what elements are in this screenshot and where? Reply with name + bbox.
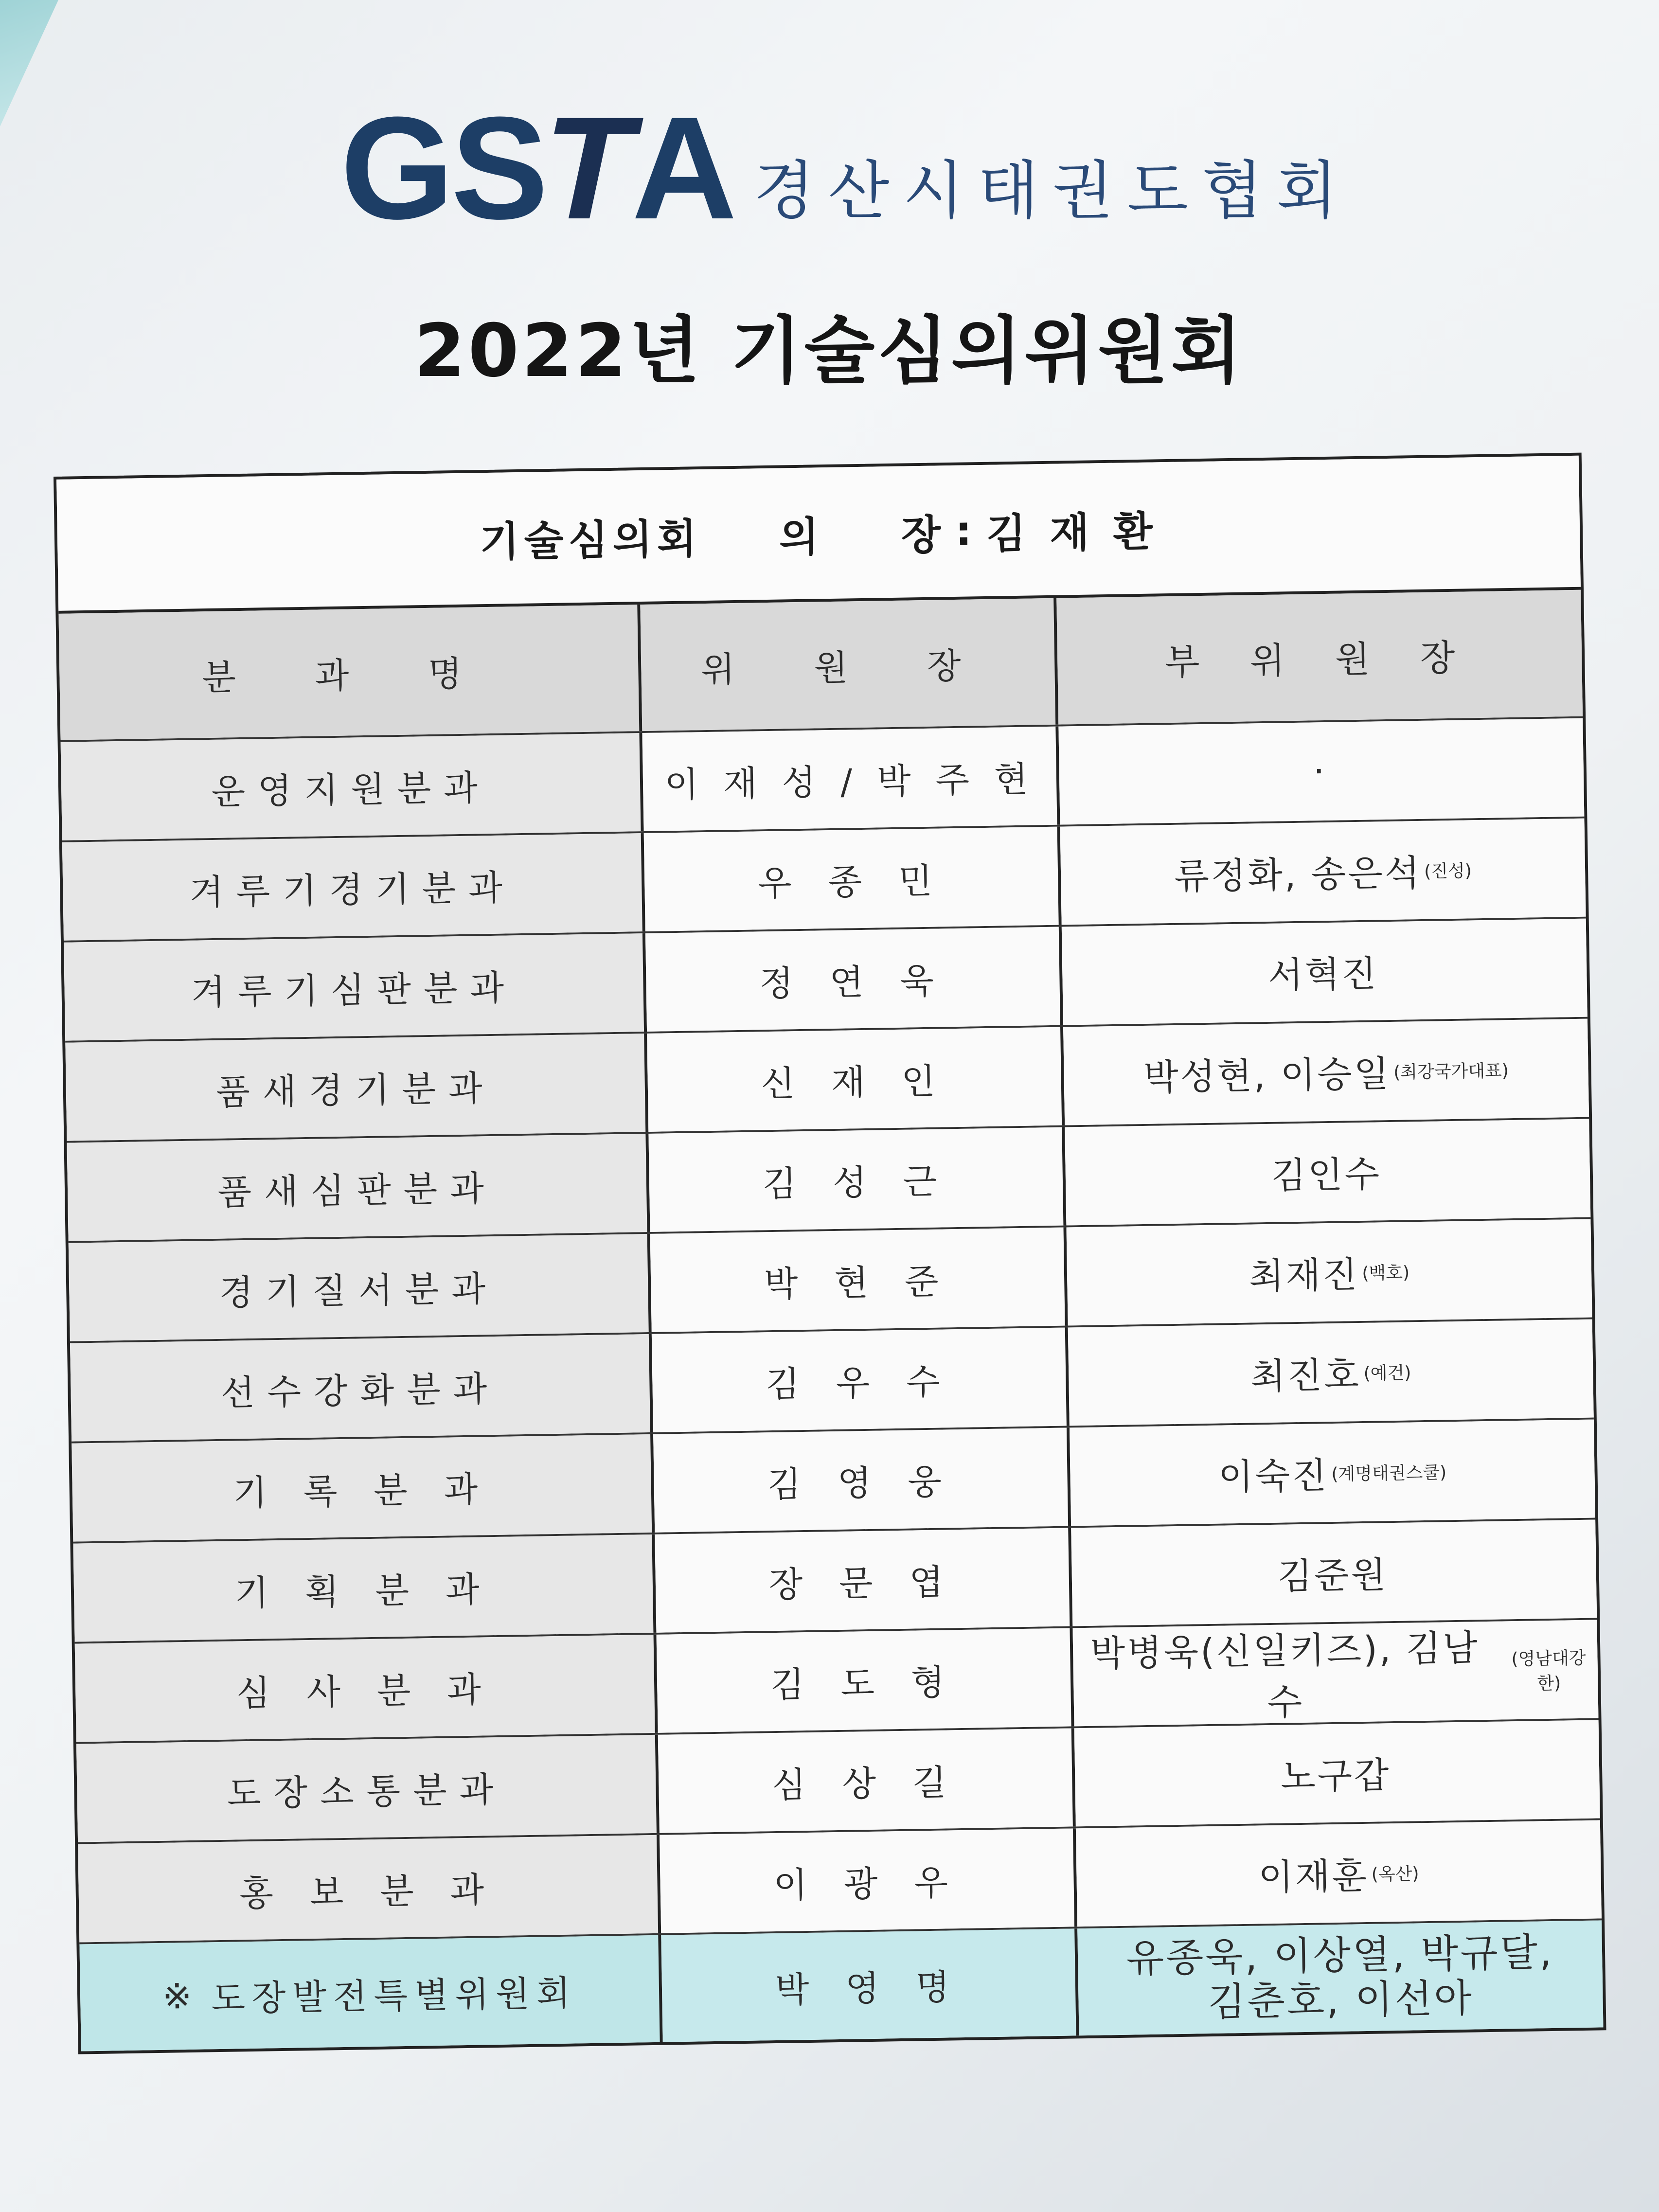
special-division-name: 도장발전특별위원회 bbox=[211, 1972, 577, 2019]
table-header-row bbox=[58, 590, 1583, 742]
chair-cell: 정 연 욱 bbox=[645, 927, 1063, 1032]
division-cell: 도장소통분과 bbox=[76, 1735, 660, 1842]
header-vice-chair: 부 위 원 장 bbox=[1056, 590, 1583, 725]
vice-chair-names-line-1: 유종욱, 이상열, 박규달, bbox=[1126, 1929, 1554, 1981]
vice-chair-note: (예건) bbox=[1363, 1362, 1411, 1384]
vice-chair-names: 최진호 bbox=[1250, 1354, 1361, 1398]
vice-chair-names: 노구갑 bbox=[1280, 1754, 1391, 1798]
chair-cell: 이 광 우 bbox=[660, 1828, 1077, 1933]
chairman-role-2: 장 bbox=[901, 510, 946, 559]
vice-chair-cell bbox=[1077, 1920, 1603, 2035]
division-cell: 홍 보 분 과 bbox=[78, 1835, 661, 1943]
vice-chair-cell bbox=[1060, 819, 1586, 925]
organization-logo bbox=[340, 80, 1352, 250]
chair-cell: 심 상 길 bbox=[658, 1728, 1076, 1833]
chairman-role: 의 bbox=[779, 512, 824, 561]
division-cell: 운영지원분과 bbox=[61, 733, 644, 840]
vice-chair-names: 김준원 bbox=[1277, 1554, 1388, 1598]
chair-cell: 박 영 명 bbox=[661, 1928, 1079, 2042]
chairman-row bbox=[56, 456, 1581, 614]
chair-cell: 신 재 인 bbox=[647, 1027, 1065, 1132]
vice-chair-names: 이재훈 bbox=[1258, 1855, 1369, 1899]
logo-mark: GSTA bbox=[340, 86, 734, 250]
division-cell: 심 사 분 과 bbox=[75, 1635, 658, 1742]
vice-chair-cell bbox=[1068, 1320, 1594, 1426]
committee-table bbox=[54, 453, 1606, 2054]
vice-chair-cell bbox=[1074, 1720, 1600, 1826]
vice-chair-names: · bbox=[1313, 750, 1327, 793]
chair-cell: 김 도 형 bbox=[657, 1628, 1074, 1732]
division-cell: 겨루기심판분과 bbox=[64, 933, 647, 1041]
vice-chair-note: (영남대강한) bbox=[1511, 1648, 1586, 1694]
chair-cell: 우 종 민 bbox=[644, 827, 1062, 931]
vice-chair-cell bbox=[1063, 1019, 1589, 1125]
vice-chair-names: 이숙진 bbox=[1218, 1455, 1329, 1498]
division-cell: 기 획 분 과 bbox=[73, 1534, 656, 1642]
vice-chair-cell bbox=[1076, 1820, 1602, 1927]
chair-cell: 김 영 웅 bbox=[653, 1427, 1071, 1532]
document-sheet bbox=[19, 0, 1659, 2212]
chairman-separator: : bbox=[955, 507, 977, 555]
vice-chair-names: 박병욱(신일키즈), 김남수 bbox=[1090, 1627, 1480, 1724]
chair-cell: 김 성 근 bbox=[648, 1127, 1066, 1232]
vice-chair-cell bbox=[1072, 1620, 1598, 1726]
vice-chair-cell bbox=[1058, 718, 1584, 825]
division-cell bbox=[79, 1935, 662, 2051]
organization-name: 경산시태권도협회 bbox=[753, 154, 1352, 228]
division-cell: 품새심판분과 bbox=[67, 1134, 650, 1241]
vice-chair-cell bbox=[1062, 919, 1588, 1025]
vice-chair-names: 김인수 bbox=[1270, 1153, 1382, 1197]
division-cell: 품새경기분과 bbox=[65, 1034, 648, 1141]
page-title: 2022년 기술심의위원회 bbox=[414, 309, 1245, 393]
chair-cell: 장 문 엽 bbox=[655, 1528, 1072, 1632]
vice-chair-note: (옥산) bbox=[1371, 1863, 1419, 1885]
chair-cell: 박 현 준 bbox=[650, 1227, 1068, 1332]
vice-chair-note: (최강국가대표) bbox=[1393, 1060, 1509, 1083]
header-division: 분 과 명 bbox=[58, 605, 642, 740]
division-cell: 선수강화분과 bbox=[70, 1334, 653, 1442]
vice-chair-note: (백호) bbox=[1362, 1262, 1410, 1284]
vice-chair-cell bbox=[1067, 1219, 1592, 1326]
vice-chair-names: 박성현, 이승일 bbox=[1143, 1052, 1391, 1099]
chair-cell: 김 우 수 bbox=[652, 1327, 1070, 1432]
chairman-name: 김 재 환 bbox=[986, 507, 1158, 558]
vice-chair-note: (계명태권스쿨) bbox=[1331, 1462, 1447, 1484]
reference-mark: ※ bbox=[162, 1975, 192, 2017]
header-chair: 위 원 장 bbox=[640, 598, 1058, 731]
division-cell: 겨루기경기분과 bbox=[62, 833, 645, 941]
vice-chair-names-line-2: 김춘호, 이선아 bbox=[1207, 1975, 1474, 2025]
vice-chair-cell bbox=[1070, 1419, 1595, 1526]
vice-chair-cell bbox=[1065, 1119, 1590, 1226]
vice-chair-names: 류정화, 송은석 bbox=[1174, 852, 1422, 898]
chairman-label: 기술심의회 bbox=[479, 514, 702, 566]
chair-cell: 이 재 성 / 박 주 현 bbox=[642, 727, 1060, 831]
division-cell: 기 록 분 과 bbox=[71, 1434, 655, 1542]
division-cell: 경기질서분과 bbox=[69, 1234, 652, 1341]
vice-chair-names: 서혁진 bbox=[1267, 953, 1379, 997]
vice-chair-cell bbox=[1071, 1519, 1597, 1626]
vice-chair-note: (진성) bbox=[1424, 860, 1472, 882]
vice-chair-names: 최재진 bbox=[1249, 1254, 1360, 1298]
